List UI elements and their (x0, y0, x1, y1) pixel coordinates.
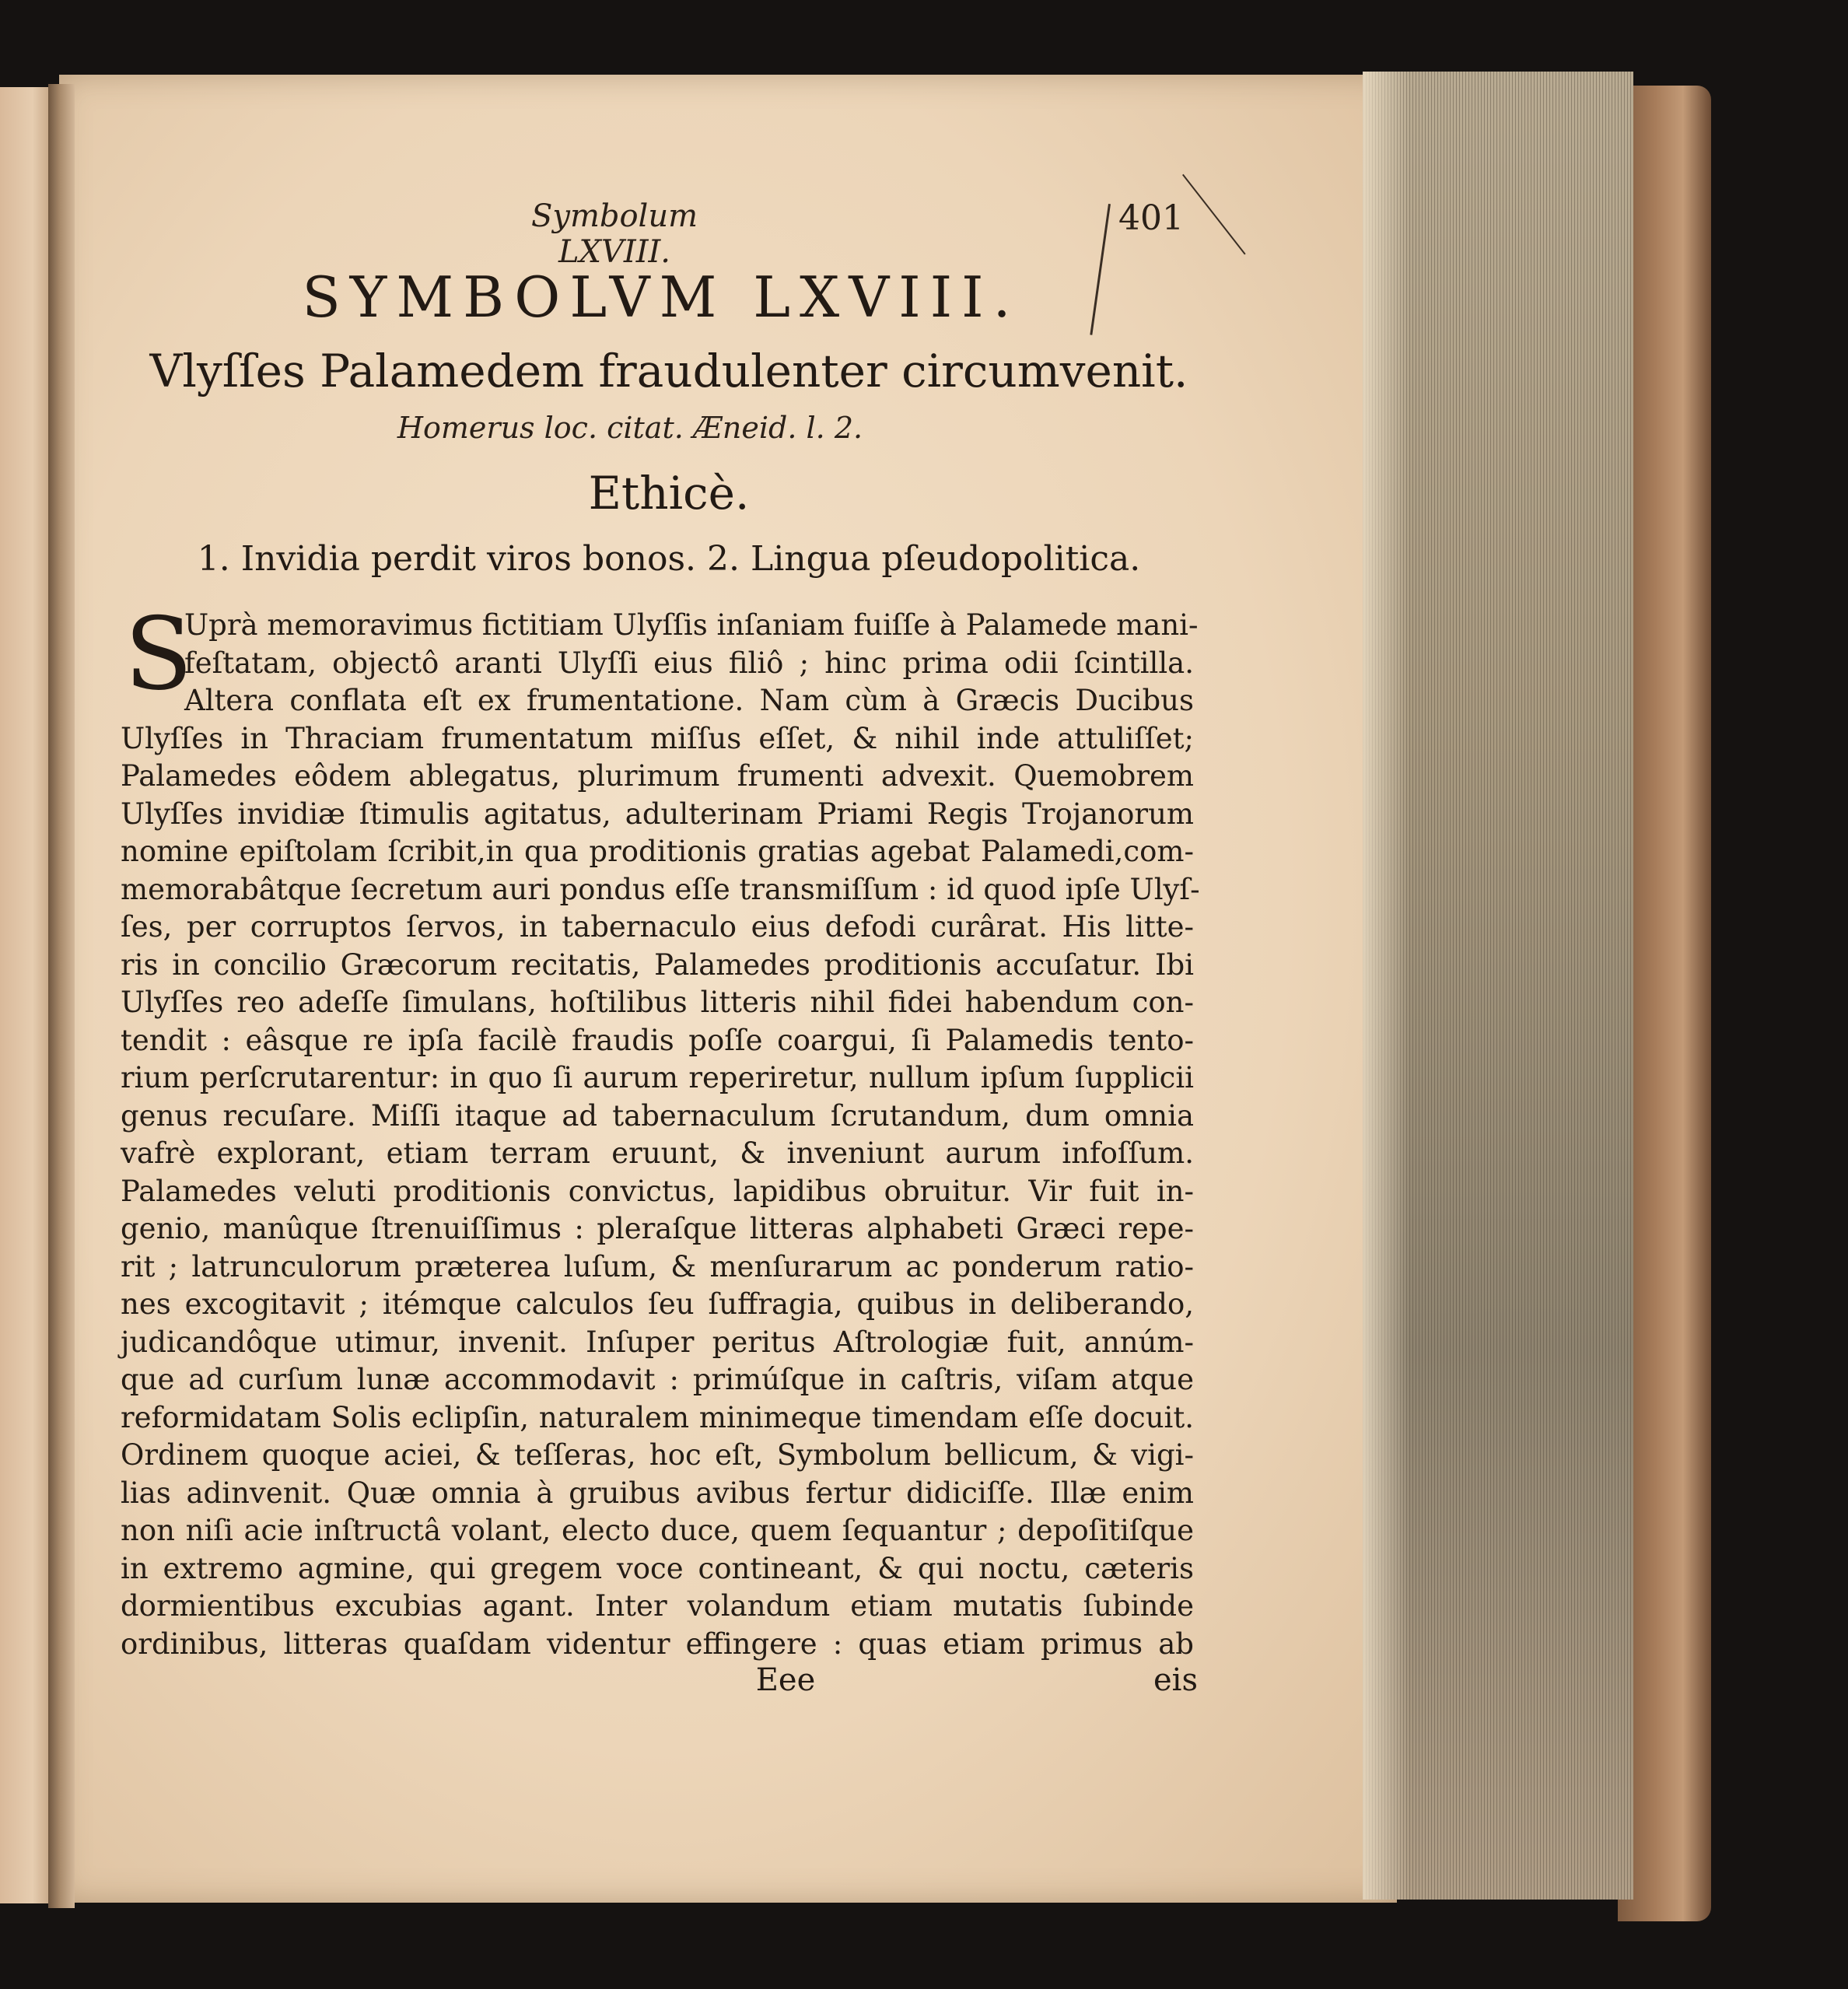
body-line: tendit : eâsque re ipſa facilè fraudis poſſe coargui, ſi Palamedis tento- (121, 1023, 1194, 1057)
fore-edge-shadow (1363, 72, 1409, 1900)
body-line: rit ; latrunculorum præterea luſum, & menſurarum ac ponderum ratio- (121, 1249, 1194, 1283)
body-line: lias adinvenit. Quæ omnia à gruibus avibus fertur didiciſſe. Illæ enim (121, 1476, 1194, 1510)
body-line: que ad curſum lunæ accommodavit : primúſque in caſtris, viſam atque (121, 1363, 1194, 1396)
body-line: genio, manûque ſtrenuiſſimus : pleraſque litteras alphabeti Græci repe- (121, 1212, 1194, 1245)
section-heading: Ethicè. (588, 467, 750, 520)
page-number: 401 (1118, 198, 1184, 238)
body-line: nomine epiſtolam ſcribit,in qua proditionis gratias agebat Palamedi,com- (121, 835, 1194, 868)
body-line: Ordinem quoque aciei, & teſſeras, hoc eſt, Symbolum bellicum, & vigi- (121, 1438, 1194, 1472)
body-line: feſtatam, objectô aranti Ulyſſi eius filiô ; hinc prima odii ſcintilla. (184, 646, 1194, 680)
body-line: Palamedes eôdem ablegatus, plurimum frumenti advexit. Quemobrem (121, 759, 1194, 793)
symbol-title: SYMBOLVM LXVIII. (302, 264, 1020, 330)
body-line: reformidatam Solis eclipſin, naturalem minimeque timendam eſſe docuit. (121, 1400, 1194, 1434)
body-line: rium perſcrutarentur: in quo ſi aurum reperiretur, nullum ipſum ſupplicii (121, 1061, 1194, 1094)
body-line: Ulyſſes in Thraciam frumentatum miſſus eſſet, & nihil inde attuliſſet; (121, 721, 1194, 755)
body-line: nes excogitavit ; itémque calculos ſeu ſuffragia, quibus in deliberando, (121, 1287, 1194, 1321)
body-line: vafrè explorant, etiam terram eruunt, & inveniunt aurum infoſſum. (121, 1136, 1194, 1170)
signature-mark: Eee (755, 1662, 816, 1698)
body-line: ordinibus, litteras quaſdam videntur effingere : quas etiam primus ab (121, 1627, 1194, 1661)
topic-list: 1. Invidia perdit viros bonos. 2. Lingua pſeudopolitica. (197, 539, 1141, 579)
body-line: ſes, per corruptos ſervos, in tabernaculo eius defodi curârat. His litte- (121, 910, 1194, 944)
body-line: ris in concilio Græcorum recitatis, Palamedes proditionis accuſatur. Ibi (121, 947, 1194, 982)
body-line: non niſi acie inſtructâ volant, electo duce, quem ſequantur ; depoſitiſque (121, 1514, 1194, 1547)
source-citation: Homerus loc. citat. Æneid. l. 2. (397, 411, 863, 445)
body-line: genus recuſare. Miſſi itaque ad tabernaculum ſcrutandum, dum omnia (121, 1098, 1194, 1133)
catchword: eis (1153, 1662, 1198, 1698)
body-line: Ulyſſes reo adeſſe ſimulans, hoſtilibus litteris nihil fidei habendum con- (121, 986, 1194, 1019)
body-line: Palamedes veluti proditionis convictus, lapidibus obruitur. Vir fuit in- (121, 1174, 1194, 1208)
body-line: memorabâtque ſecretum auri pondus eſſe transmiſſum : id quod ipſe Ulyſ- (121, 872, 1200, 906)
body-line: Ulyſſes invidiæ ſtimulis agitatus, adulterinam Priami Regis Trojanorum (121, 797, 1194, 831)
body-line: judicandôque utimur, invenit. Inſuper peritus Aſtrologiæ fuit, annúm- (121, 1325, 1194, 1359)
body-line: Altera conflata eſt ex frumentatione. Nam cùm à Græcis Ducibus (184, 684, 1194, 717)
drop-cap: S (124, 597, 193, 713)
body-line: Uprà memoravimus fictitiam Ulyſſis inſaniam fuiſſe à Palamede mani- (184, 608, 1199, 642)
symbol-subtitle: Vlyſſes Palamedem fraudulenter circumvenit. (149, 345, 1188, 397)
running-head: Symbolum LXVIII. (530, 198, 698, 270)
body-text (121, 597, 1200, 1663)
book-gutter (48, 84, 75, 1908)
body-line: in extremo agmine, qui gregem voce contineant, & qui noctu, cæteris (121, 1551, 1194, 1585)
body-line: dormientibus excubias agant. Inter volandum etiam mutatis ſubinde (121, 1589, 1194, 1623)
